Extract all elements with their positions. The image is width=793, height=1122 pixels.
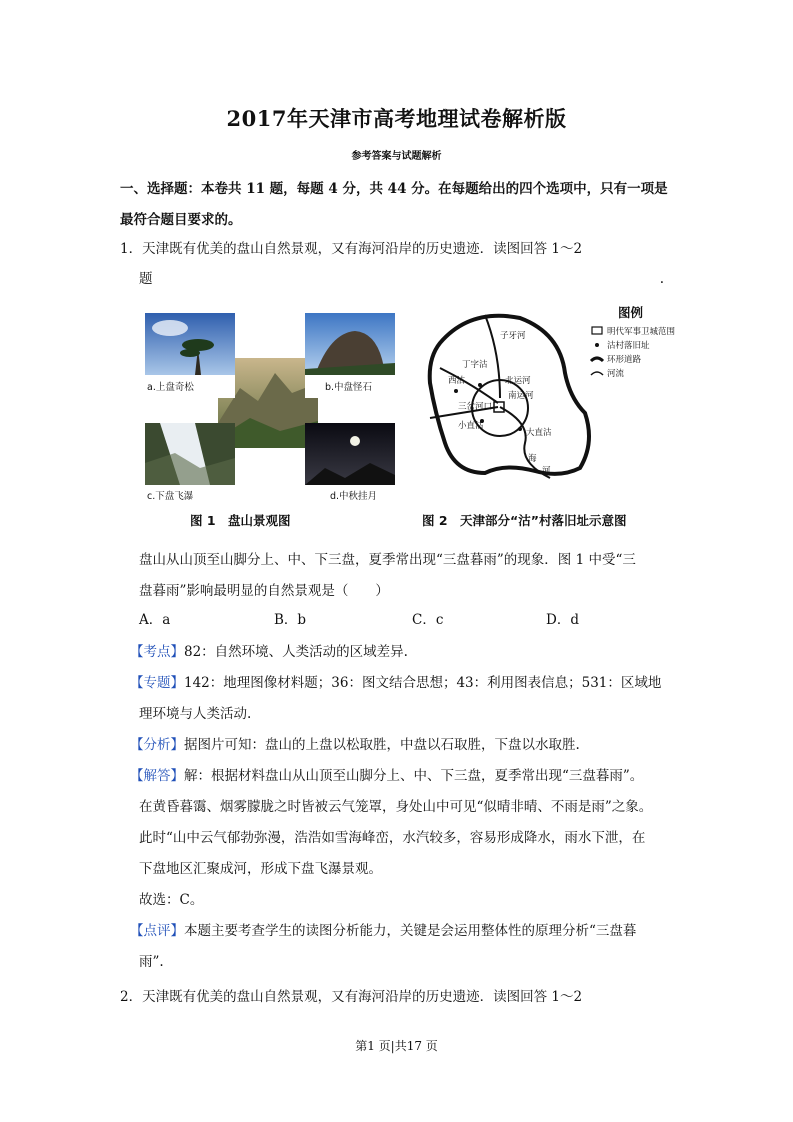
question-1-line2-text: 题 — [139, 271, 153, 287]
map-legend — [591, 305, 675, 379]
figure-2-caption: 图 2 天津部分“沽”村落旧址示意图 — [422, 513, 627, 528]
stem-line1: 盘山从山顶至山脚分上、中、下三盘，夏季常出现“三盘暮雨”的现象．图 1 中受“三 — [139, 552, 636, 568]
legend-title: 图例 — [618, 305, 644, 320]
kaodian-text: 82：自然环境、人类活动的区域差异. — [184, 644, 408, 660]
jieda-text1: 解：根据材料盘山从山顶至山脚分上、中、下三盘，夏季常出现“三盘暮雨”。 — [184, 768, 644, 784]
legend-road-icon — [591, 358, 603, 361]
river-ziya — [485, 315, 500, 398]
map-label-nanyunhe: 南运河 — [508, 391, 534, 401]
dianping-line — [130, 916, 684, 947]
option-a: A．a — [139, 612, 171, 628]
fenxi-tag: 【分析】 — [130, 737, 184, 753]
photo-a-pine — [145, 313, 235, 398]
dianping-text2: 雨”. — [139, 954, 164, 970]
dianping-tag: 【点评】 — [130, 923, 184, 939]
section-heading-line1: 一、选择题：本卷共 11 题，每题 4 分，共 44 分。在每题给出的四个选项中，只有一项是 — [120, 181, 668, 197]
map-label-beiyunhe: 北运河 — [505, 376, 531, 386]
figure-2-map — [422, 305, 675, 528]
map-label-ziyahe: 子牙河 — [500, 331, 526, 341]
stem-line2: 盘暮雨”影响最明显的自然景观是（ ） — [139, 583, 389, 599]
answer-line: 故选：C。 — [139, 892, 204, 908]
photo-label-b: b.中盘怪石 — [325, 382, 373, 393]
photo-c-waterfall — [145, 423, 235, 507]
option-b: B．b — [274, 612, 307, 628]
question-1-stem — [139, 545, 684, 607]
map-label-dingzigu: 丁字沽 — [462, 360, 488, 370]
legend-item-road: 环形道路 — [607, 355, 642, 365]
question-1-line2-end: . — [659, 271, 664, 287]
zhuanti-line — [130, 668, 684, 699]
fenxi-line — [130, 730, 684, 761]
question-2-line1: 2．天津既有优美的盘山自然景观，又有海河沿岸的历史遗迹．读图回答 1～2 — [120, 989, 583, 1005]
question-1-figure — [140, 303, 692, 533]
map-label-xigu: 西沽 — [448, 376, 466, 386]
zhuanti-text1: 142：地理图像材料题；36：图文结合思想；43：利用图表信息；531：区域地 — [184, 675, 662, 691]
map-label-he: 河 — [542, 466, 551, 476]
legend-item-river: 河流 — [607, 369, 625, 379]
jieda-text3: 此时“山中云气郁勃弥漫，浩浩如雪海峰峦，水汽较多，容易形成降水，雨水下泄，在 — [139, 830, 646, 846]
legend-item-walled: 明代军事卫城范围 — [607, 327, 676, 337]
jieda-text2: 在黄昏暮霭、烟雾朦胧之时皆被云气笼罩，身处山中可见“似晴非晴、不雨是雨”之象。 — [139, 799, 653, 815]
section-heading — [120, 174, 680, 236]
zhuanti-tag: 【专题】 — [130, 675, 184, 691]
option-c: C．c — [412, 612, 444, 628]
question-1-line1: 1．天津既有优美的盘山自然景观，又有海河沿岸的历史遗迹．读图回答 1～2 — [120, 241, 583, 257]
kaodian-line — [130, 637, 684, 668]
photo-label-d: d.中秋挂月 — [330, 491, 378, 502]
page-title: 2017年天津市高考地理试卷解析版 — [226, 106, 567, 131]
legend-river-icon — [591, 372, 603, 375]
page-subtitle: 参考答案与试题解析 — [351, 151, 442, 162]
fenxi-text: 据图片可知：盘山的上盘以松取胜，中盘以石取胜，下盘以水取胜. — [184, 737, 580, 753]
jieda-line — [130, 761, 684, 792]
figure-1-photos — [145, 313, 395, 528]
photo-label-a: a.上盘奇松 — [147, 382, 194, 393]
legend-village-icon — [595, 343, 599, 347]
map-label-sanchahekou: 三岔河口 — [458, 402, 493, 412]
map-label-xiaozhigu: 小直沽 — [458, 421, 484, 431]
photo-label-c: c.下盘飞瀑 — [147, 491, 194, 502]
section-heading-line2: 最符合题目要求的。 — [120, 212, 242, 228]
photo-d-moon — [305, 423, 395, 507]
legend-walled-icon — [592, 327, 602, 334]
jieda-tag: 【解答】 — [130, 768, 184, 784]
legend-item-village: 沽村落旧址 — [607, 341, 650, 351]
photo-b-rock — [305, 313, 395, 398]
analysis-block — [130, 637, 684, 978]
map-label-hai: 海 — [528, 454, 537, 464]
jieda-text4: 下盘地区汇聚成河，形成下盘飞瀑景观。 — [139, 861, 382, 877]
question-1-line2 — [139, 264, 664, 294]
map-label-dazhigu: 大直沽 — [526, 428, 552, 438]
zhuanti-text2: 理环境与人类活动. — [139, 706, 252, 722]
figure-1-caption: 图 1 盘山景观图 — [190, 513, 291, 528]
page-footer: 第1 页|共17 页 — [355, 1039, 438, 1053]
option-d: D．d — [546, 612, 579, 628]
kaodian-tag: 【考点】 — [130, 644, 184, 660]
dianping-text1: 本题主要考查学生的读图分析能力，关键是会运用整体性的原理分析“三盘暮 — [184, 923, 637, 939]
